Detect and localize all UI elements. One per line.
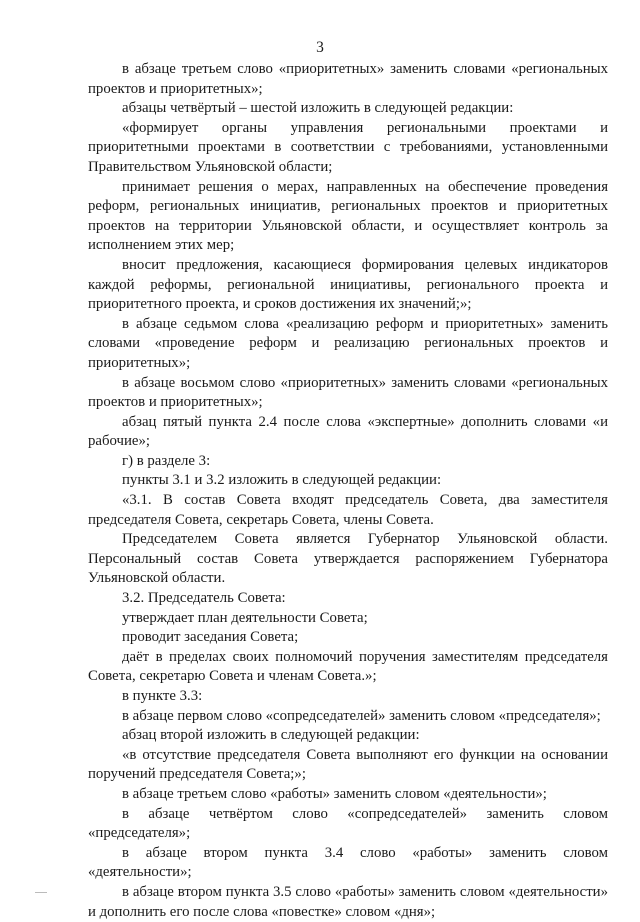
- page-number: 3: [316, 39, 324, 56]
- paragraph: в абзаце восьмом слово «приоритетных» заменить словами «региональных проектов и приоритетных»;: [88, 374, 608, 411]
- paragraph: в абзаце втором пункта 3.5 слово «работы» заменить словом «деятельности» и дополнить его после слова «повестке» словом «дня»;: [88, 883, 608, 920]
- paragraph: в абзаце четвёртом слово «сопредседателей» заменить словом «председателя»;: [88, 805, 608, 842]
- paragraph: «формирует органы управления региональными проектами и приоритетными проектами в соответствии с требованиями, установленными Правительством Ульяновской области;: [88, 119, 608, 175]
- paragraph: «3.1. В состав Совета входят председатель Совета, два заместителя председателя Совета, секретарь Совета, члены Совета.: [88, 492, 608, 528]
- paragraph: абзацы четвёртый – шестой изложить в следующей редакции:: [122, 100, 514, 117]
- paragraph: в абзаце первом слово «сопредседателей» заменить словом «председателя»;: [122, 707, 601, 724]
- paragraph: абзац второй изложить в следующей редакции:: [122, 727, 420, 744]
- paragraph: в абзаце третьем слово «приоритетных» заменить словами «региональных проектов и приоритетных»;: [88, 61, 608, 97]
- paragraph: абзац пятый пункта 2.4 после слова «экспертные» дополнить словами «и рабочие»;: [88, 413, 608, 450]
- paragraph: принимает решения о мерах, направленных на обеспечение проведения реформ, региональных инициатив, региональных проектов и приоритетных проектов на территории Ульяновской области, и осуществляет контроль за исполнением этих мер;: [88, 178, 608, 254]
- paragraph: в абзаце втором пункта 3.4 слово «работы» заменить словом «деятельности»;: [88, 844, 608, 881]
- paragraph: в абзаце третьем слово «работы» заменить словом «деятельности»;: [122, 785, 547, 802]
- paragraph: Председателем Совета является Губернатор Ульяновской области. Персональный состав Совета утверждается распоряжением Губернатора Ульяновской области.: [88, 531, 608, 587]
- paragraph: в пункте 3.3:: [122, 688, 203, 704]
- paragraph: «в отсутствие председателя Совета выполняют его функции на основании поручений председателя Совета;»;: [88, 746, 608, 783]
- paragraph: в абзаце седьмом слова «реализацию реформ и приоритетных» заменить словами «проведение реформ и реализацию региональных проектов и приоритетных»;: [88, 315, 608, 371]
- paragraph: проводит заседания Совета;: [122, 629, 299, 646]
- paragraph: утверждает план деятельности Совета;: [122, 609, 368, 626]
- paragraph: пункты 3.1 и 3.2 изложить в следующей редакции:: [122, 472, 442, 489]
- paragraph: г) в разделе 3:: [122, 452, 211, 469]
- paragraph: 3.2. Председатель Совета:: [122, 590, 286, 607]
- paragraph: вносит предложения, касающиеся формирования целевых индикаторов каждой реформы, региональной инициативы, регионального проекта и приоритетного проекта, и сроков достижения их значений;»;: [88, 256, 608, 313]
- scan-artifact: [35, 892, 47, 893]
- paragraph: даёт в пределах своих полномочий поручения заместителям председателя Совета, секретарю Совета и членам Совета.»;: [88, 648, 608, 685]
- document-body: [88, 60, 608, 922]
